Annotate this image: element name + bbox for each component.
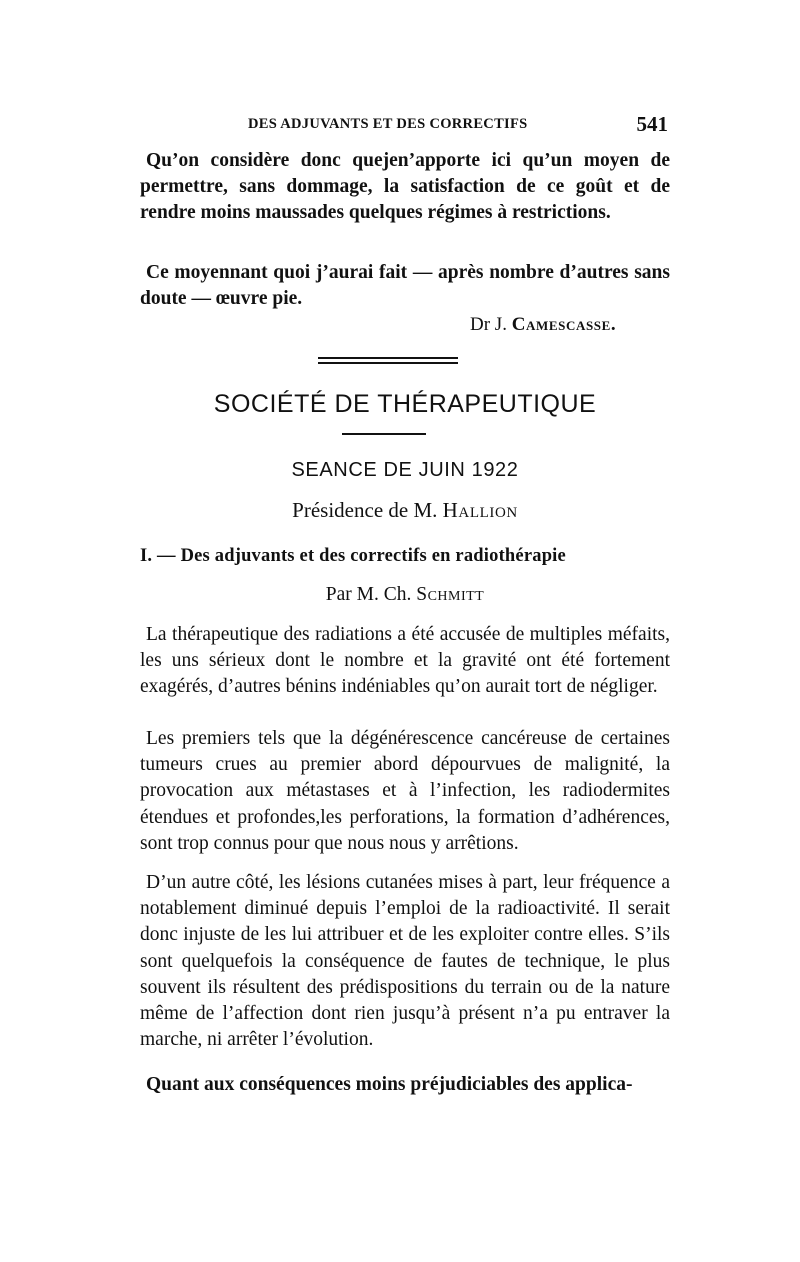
article-title: I. — Des adjuvants et des correctifs en radiothérapie <box>140 546 566 566</box>
signature <box>470 314 616 336</box>
session-heading: SEANCE DE JUIN 1922 <box>291 459 519 481</box>
article-paragraph-2: Les premiers tels que la dégénérescence cancéreuse de certaines tumeurs crues au premier abord dépourvues de malignité, la provocation aux métastases et à l’infection, les radiodermites étendues et profondes,les perforations, la formation d’adhérences, sont trop connus pour que nous nous y arrêtions. <box>140 728 670 854</box>
running-head <box>140 112 670 136</box>
society-heading: SOCIÉTÉ DE THÉRAPEUTIQUE <box>213 390 597 418</box>
section-double-rule <box>318 357 458 364</box>
running-title: DES ADJUVANTS ET DES CORRECTIFS <box>248 116 528 132</box>
signature-prefix: Dr J. <box>470 314 507 335</box>
article-paragraph-4: Quant aux conséquences moins préjudiciables des applica- <box>146 1074 633 1095</box>
presidence-prefix: Présidence de M. <box>292 498 438 522</box>
page-number: 541 <box>636 112 668 136</box>
article-paragraph-1: La thérapeutique des radiations a été accusée de multiples méfaits, les uns sérieux dont le nombre et la gravité ont été fortement exagérés, d’autres bénins indéniables qu’on aurait tort de négliger. <box>140 624 670 698</box>
byline-name: Schmitt <box>416 584 485 605</box>
presidence-name: Hallion <box>442 498 518 522</box>
previous-article-paragraph-1: Qu’on considère donc quejen’apporte ici qu’un moyen de permettre, sans dommage, la satisfaction de ce goût et de rendre moins maussades quelques régimes à restrictions. <box>140 150 670 224</box>
section-single-rule <box>342 433 426 435</box>
signature-name: Camescasse. <box>511 314 617 335</box>
previous-article-paragraph-2: Ce moyennant quoi j’aurai fait — après nombre d’autres sans doute — œuvre pie. <box>140 262 670 310</box>
presidence-line <box>140 498 670 523</box>
byline-prefix: Par M. Ch. <box>325 584 412 605</box>
article-paragraph-3: D’un autre côté, les lésions cutanées mises à part, leur fréquence a notablement diminué depuis l’emploi de la radioactivité. Il serait donc injuste de les lui attribuer et de les exploiter contre elles. S’ils sont quelquefois la conséquence de fautes de technique, le plus souvent ils résultent des prédispositions du terrain ou de la nature même de l’affection dont rien jusqu’à présent n’a pu entraver la marche, ni arrêter l’évolution. <box>140 872 670 1051</box>
byline <box>140 584 670 606</box>
